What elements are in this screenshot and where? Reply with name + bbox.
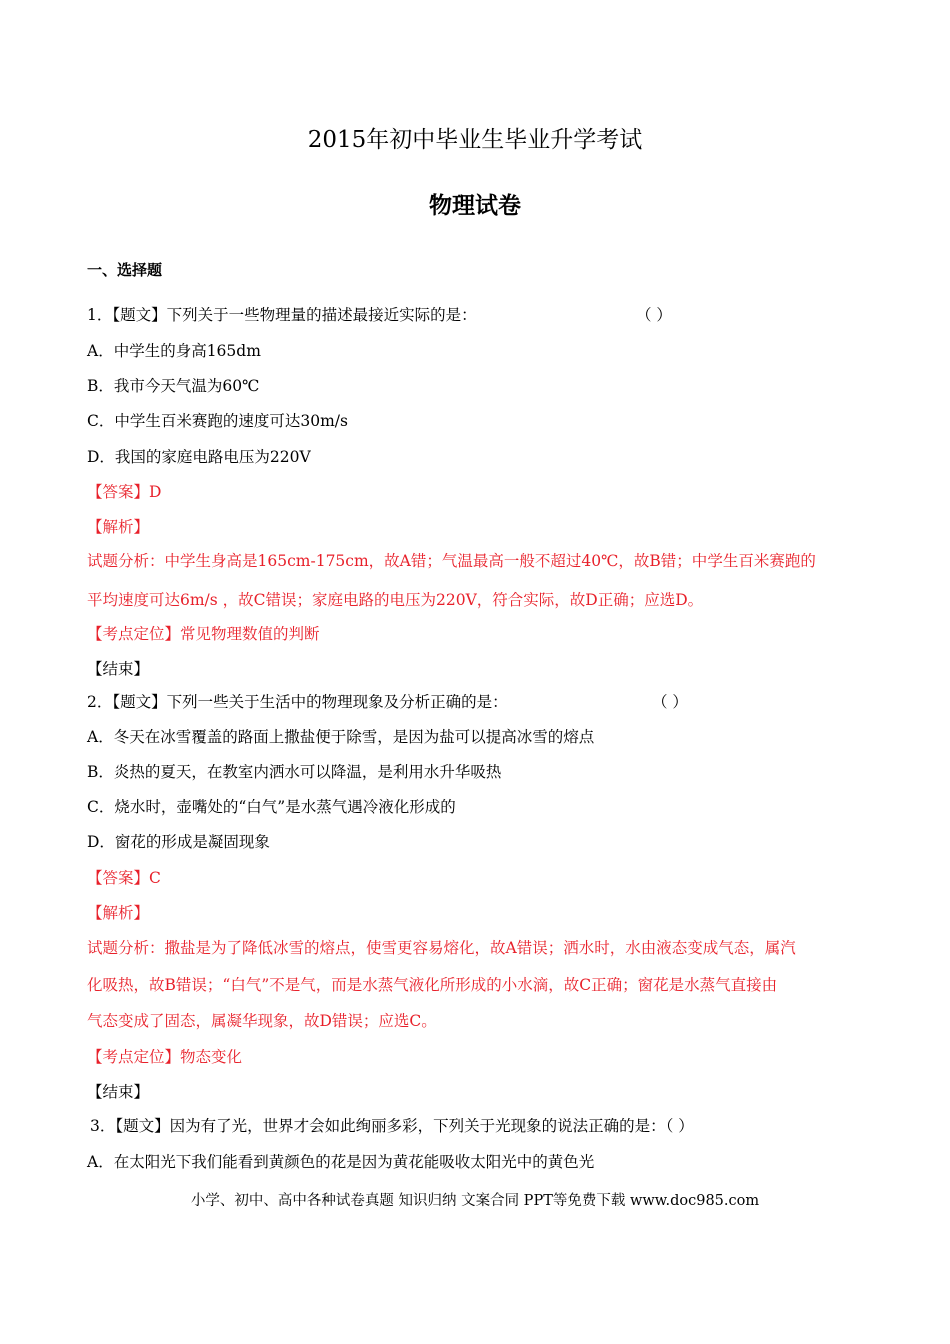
q2-answer: 【答案】C xyxy=(87,869,161,887)
q2-option-a: A．冬天在冰雪覆盖的路面上撒盐便于除雪，是因为盐可以提高冰雪的熔点 xyxy=(87,728,595,746)
q1-analysis-label: 【解析】 xyxy=(87,518,150,536)
q1-answer-paren: （ ） xyxy=(636,306,672,324)
page-footer: 小学、初中、高中各种试卷真题 知识归纳 文案合同 PPT等免费下载 www.doc985.com xyxy=(190,1193,760,1209)
q1-analysis-line-2: 平均速度可达6m/s ，故C错误；家庭电路的电压为220V，符合实际，故D正确；应选D。 xyxy=(87,591,704,609)
q2-end-marker: 【结束】 xyxy=(87,1083,150,1101)
q2-analysis-line-2: 化吸热，故B错误；“白气”不是气，而是水蒸气液化所形成的小水滴，故C正确；窗花是水蒸气直接由 xyxy=(87,976,778,994)
q3-option-a: A．在太阳光下我们能看到黄颜色的花是因为黄花能吸收太阳光中的黄色光 xyxy=(87,1153,595,1171)
q2-analysis-line-3: 气态变成了固态，属凝华现象，故D错误；应选C。 xyxy=(87,1012,437,1030)
q1-option-d: D．我国的家庭电路电压为220V xyxy=(87,448,311,466)
q2-analysis-label: 【解析】 xyxy=(87,904,150,922)
q2-option-c: C．烧水时，壶嘴处的“白气”是水蒸气遇冷液化形成的 xyxy=(87,798,456,816)
q2-option-d: D．窗花的形成是凝固现象 xyxy=(87,833,270,851)
exam-subtitle: 物理试卷 xyxy=(429,193,521,219)
q1-answer: 【答案】D xyxy=(87,483,162,501)
q1-option-a: A．中学生的身高165dm xyxy=(87,342,261,360)
q1-option-c: C．中学生百米赛跑的速度可达30m/s xyxy=(87,412,348,430)
q1-analysis-line-1: 试题分析：中学生身高是165cm-175cm，故A错；气温最高一般不超过40℃，故B错；中学生百米赛跑的 xyxy=(87,552,816,570)
q1-knowledge-point: 【考点定位】常见物理数值的判断 xyxy=(87,625,320,643)
q3-stem: 3．【题文】因为有了光，世界才会如此绚丽多彩，下列关于光现象的说法正确的是：（ ） xyxy=(90,1117,694,1135)
q1-end-marker: 【结束】 xyxy=(87,660,150,678)
exam-title: 2015年初中毕业生毕业升学考试 xyxy=(307,127,643,153)
q2-stem: 2．【题文】下列一些关于生活中的物理现象及分析正确的是： xyxy=(87,693,508,711)
q2-knowledge-point: 【考点定位】物态变化 xyxy=(87,1048,243,1066)
section-heading: 一、选择题 xyxy=(87,261,163,279)
q2-answer-paren: （ ） xyxy=(652,693,688,711)
q2-option-b: B．炎热的夏天，在教室内洒水可以降温，是利用水升华吸热 xyxy=(87,763,502,781)
q1-stem: 1．【题文】下列关于一些物理量的描述最接近实际的是： xyxy=(87,306,477,324)
q1-option-b: B．我市今天气温为60℃ xyxy=(87,377,260,395)
q2-analysis-line-1: 试题分析：撒盐是为了降低冰雪的熔点，使雪更容易熔化，故A错误；洒水时，水由液态变成气态，属汽 xyxy=(87,939,796,957)
